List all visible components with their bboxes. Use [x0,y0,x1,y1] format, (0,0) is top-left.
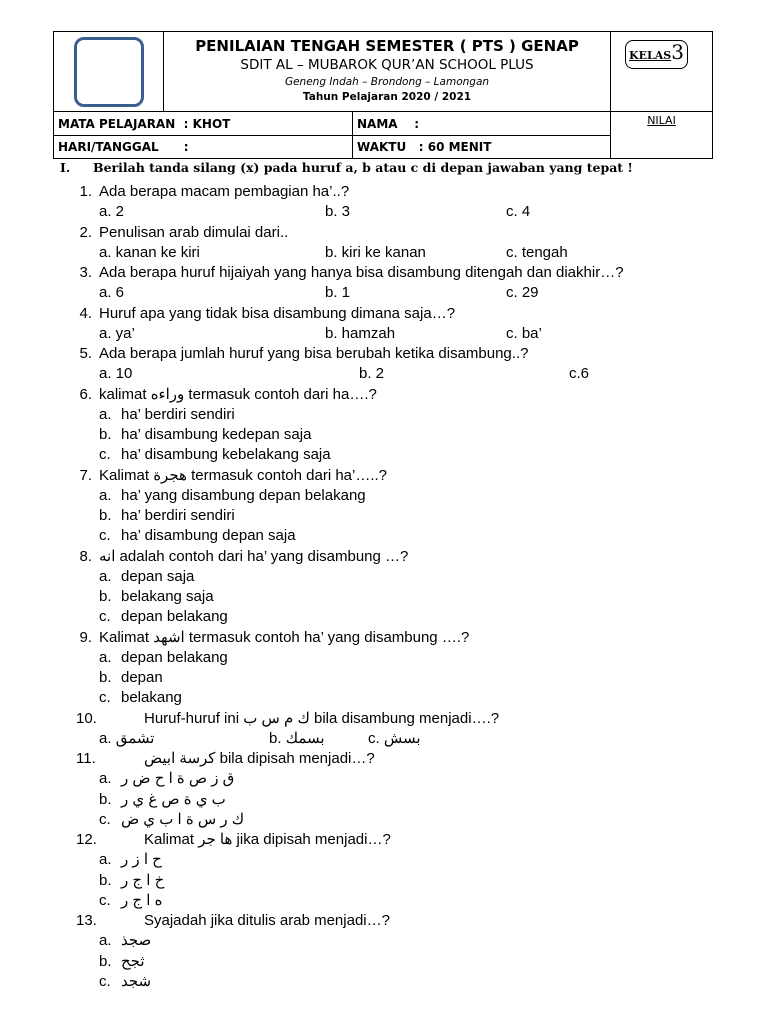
question-text-after: jika dipisah menjadi…? [232,831,391,848]
arabic-word: ها جر [198,831,233,848]
question-text: Huruf apa yang tidak bisa disambung dimana saja…? [99,304,456,322]
kelas-number: 3 [671,40,684,64]
question-number: 2. [79,223,92,241]
question-text-before: kalimat [99,385,151,403]
instruction-text: Berilah tanda silang (x) pada huruf a, b atau c di depan jawaban yang tepat ! [93,160,633,175]
question-text-before: Kalimat [99,466,154,484]
option-letter: b. [99,507,112,524]
question-text: Ada berapa macam pembagian ha’..? [99,183,350,200]
waktu-label: WAKTU : 60 MENIT [357,140,492,154]
hari-tanggal-cell [54,136,353,159]
answer-option[interactable]: b. 1 [325,284,351,302]
arabic-word: وراءه [150,385,185,403]
answer-option[interactable]: c. ba’ [506,324,542,342]
option-letter: c. [99,527,111,545]
school-logo-placeholder [74,37,144,107]
option-text: ha’ berdiri sendiri [121,405,235,423]
option-letter: a. [99,405,112,423]
option-letter: c. [99,446,111,464]
question-number: 12. [76,831,97,848]
arabic-option-text: خ ا ج ر [121,871,165,889]
option-letter: c. [99,689,111,707]
arabic-word: اشهد [153,628,185,646]
arabic-option-text: ق ز ص ة ا ح ض ر [121,770,235,788]
question-text-after: termasuk contoh dari ha….? [184,385,377,403]
arabic-word: انه [99,547,116,565]
option-letter: c. [99,891,111,909]
question-text [144,830,391,850]
question-text-after: termasuk contoh ha’ yang disambung ….? [184,628,470,646]
answer-option[interactable]: b. kiri ke kanan [325,243,426,261]
option-text: depan belakang [121,608,228,626]
option-letter: c. [99,972,111,990]
option-letter: a. [99,770,112,788]
option-letter: a. [99,567,112,585]
question-number: 11. [76,750,96,767]
arabic-option-text: صجذ [121,932,152,950]
school-name: SDIT AL – MUBAROK QUR’AN SCHOOL PLUS [240,57,534,73]
arabic-option-text: ب ي ة ص غ ي ر [121,790,226,808]
hari-tanggal-field[interactable]: HARI/TANGGAL : [58,140,189,154]
academic-year: Tahun Pelajaran 2020 / 2021 [302,91,472,103]
option-text: ha’ berdiri sendiri [121,507,235,524]
option-letter: c. [99,608,111,626]
answer-option[interactable]: c. tengah [506,243,568,261]
kelas-label: KELAS [629,49,672,62]
question-text [144,709,499,729]
question-text-after: termasuk contoh dari ha’…..? [186,466,388,484]
question-number: 6. [79,385,92,403]
nilai-cell [611,112,713,159]
answer-option[interactable]: c. 29 [506,284,539,302]
question-text [99,547,408,567]
question-text: Ada berapa huruf hijaiyah yang hanya bisa disambung ditengah dan diakhir…? [99,264,624,281]
option-text: ha’ yang disambung depan belakang [121,486,366,504]
option-text: depan [121,669,163,686]
option-letter: b. [99,790,112,808]
mata-pelajaran-cell [54,112,353,136]
question-text: Syajadah jika ditulis arab menjadi…? [144,912,390,929]
arabic-word: كرسة ابيض [144,750,216,767]
question-text-after: bila disambung menjadi….? [309,709,500,727]
arabic-option-text: ك ر س ة ا ب ي ض [121,810,245,828]
option-text: depan saja [121,567,195,585]
answer-option[interactable]: b. hamzah [325,324,396,342]
question-text-before: Huruf-huruf ini [144,709,244,727]
option-text: belakang saja [121,588,214,605]
nama-cell [353,112,611,136]
option-letter: b. [99,952,112,970]
logo-cell [54,32,164,112]
arabic-option-text: تشمق [115,729,155,747]
nama-field[interactable]: NAMA : [357,116,420,131]
option-letter: b. [99,669,112,686]
question-text-after: adalah contoh dari ha’ yang disambung …? [115,547,409,565]
arabic-option-text: ثجح [121,952,145,970]
option-letter: a. [99,729,112,747]
answer-option[interactable]: a. ya’ [99,324,135,342]
question-number: 9. [79,628,92,646]
question-text [99,628,469,648]
option-letter: a. [99,932,112,950]
question-text-before: Kalimat [144,831,199,848]
question-text [144,749,375,769]
option-text: ha’ disambung depan saja [121,527,296,545]
question-text: Penulisan arab dimulai dari.. [99,223,289,241]
question-text-before: Kalimat [99,628,154,646]
arabic-option-text: شجد [121,972,152,990]
option-text: belakang [121,689,182,707]
question-number: 3. [79,264,92,281]
instruction-line [60,159,740,177]
exam-header-table [53,31,713,159]
answer-option[interactable]: c.6 [569,365,590,383]
answer-option[interactable]: a. 2 [99,203,125,221]
kelas-cell [611,32,713,112]
question-text [99,466,387,486]
question-number: 8. [79,547,92,565]
arabic-option-text: بسش [383,729,421,747]
option-letter: c. [99,810,111,828]
arabic-option-text: ح ا ز ر [121,851,162,869]
question-text: Ada berapa jumlah huruf yang bisa berubah ketika disambung..? [99,345,529,362]
option-letter: b. [99,426,112,443]
question-number: 1. [79,183,92,200]
waktu-cell [353,136,611,159]
arabic-option-text: ه ا ج ر [121,891,163,909]
answer-option[interactable]: a. 6 [99,284,125,302]
title-cell [164,32,611,112]
kelas-badge [625,40,688,69]
answer-option[interactable] [99,729,154,749]
answer-option[interactable] [368,729,421,749]
question-number: 7. [79,466,92,484]
answer-option[interactable]: b. 2 [359,365,385,383]
school-address: Geneng Indah – Brondong – Lamongan [284,76,490,88]
arabic-word: هجرة [153,466,187,484]
arabic-option-text: بسمك [285,729,325,747]
option-letter: b. [269,729,282,747]
question-number: 10. [76,709,97,727]
option-text: ha’ disambung kedepan saja [121,426,312,443]
option-text: ha’ disambung kebelakang saja [121,446,331,464]
mata-pelajaran-label: MATA PELAJARAN : KHOT [58,116,231,131]
option-letter: a. [99,486,112,504]
question-text [99,385,377,405]
option-letter: a. [99,648,112,666]
option-letter: c. [368,729,380,747]
option-letter: b. [99,871,112,889]
question-number: 13. [76,912,97,929]
answer-option[interactable]: a. kanan ke kiri [99,243,200,261]
answer-option[interactable]: c. 4 [506,203,531,221]
option-letter: b. [99,588,112,605]
option-letter: a. [99,851,112,869]
section-number: I. [60,160,71,175]
answer-option[interactable]: a. 10 [99,365,133,383]
arabic-word: ك م س ب [243,709,310,727]
nilai-label: NILAI [647,114,676,127]
exam-title: PENILAIAN TENGAH SEMESTER ( PTS ) GENAP [195,37,579,55]
question-number: 5. [79,345,92,362]
option-text: depan belakang [121,648,228,666]
answer-option[interactable]: b. 3 [325,203,351,221]
answer-option[interactable] [269,729,325,749]
question-number: 4. [79,304,92,322]
question-text-after: bila dipisah menjadi…? [215,750,375,767]
